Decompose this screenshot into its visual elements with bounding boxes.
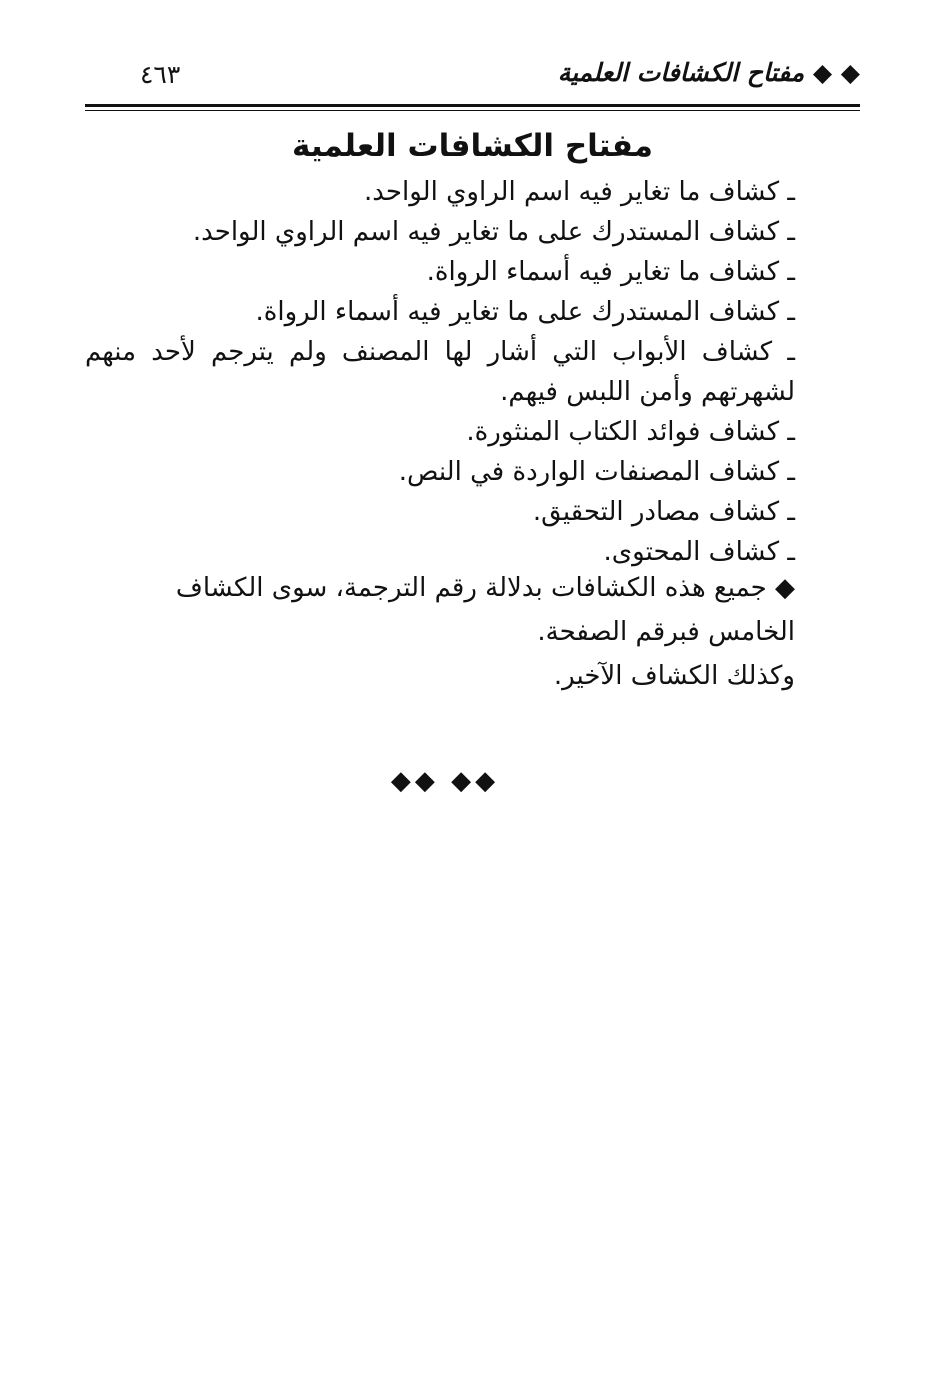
index-list xyxy=(85,172,795,572)
list-item: ـ كشاف ما تغاير فيه اسم الراوي الواحد. xyxy=(364,177,795,207)
note-block xyxy=(85,566,860,698)
list-item: ـ كشاف ما تغاير فيه أسماء الرواة. xyxy=(426,257,795,287)
page-number: ٤٦٣ xyxy=(140,60,181,89)
list-item: ـ كشاف المصنفات الواردة في النص. xyxy=(398,457,795,487)
diamond-ornament-icon: ◆◆ ◆◆ xyxy=(390,766,500,796)
header-rule-thin xyxy=(85,110,860,111)
section-title: مفتاح الكشافات العلمية xyxy=(292,128,653,164)
list-item: ـ كشاف مصادر التحقيق. xyxy=(532,497,795,527)
list-item: ـ كشاف الأبواب التي أشار لها المصنف ولم يترجم لأحد منهم لشهرتهم وأمن اللبس فيهم. xyxy=(85,337,795,407)
note-text: ◆ جميع هذه الكشافات بدلالة رقم الترجمة، سوى الكشاف الخامس فبرقم الصفحة. xyxy=(175,573,795,647)
running-header xyxy=(85,56,860,96)
list-item: ـ كشاف المستدرك على ما تغاير فيه أسماء الرواة. xyxy=(255,297,795,327)
header-rule xyxy=(85,104,860,107)
list-item: ـ كشاف المحتوى. xyxy=(603,537,795,567)
list-item: ـ كشاف المستدرك على ما تغاير فيه اسم الراوي الواحد. xyxy=(192,217,795,247)
note-follow-text: وكذلك الكشاف الآخير. xyxy=(553,661,795,691)
running-title: ◆ ◆ مفتاح الكشافات العلمية xyxy=(557,58,860,87)
list-item: ـ كشاف فوائد الكتاب المنثورة. xyxy=(466,417,795,447)
